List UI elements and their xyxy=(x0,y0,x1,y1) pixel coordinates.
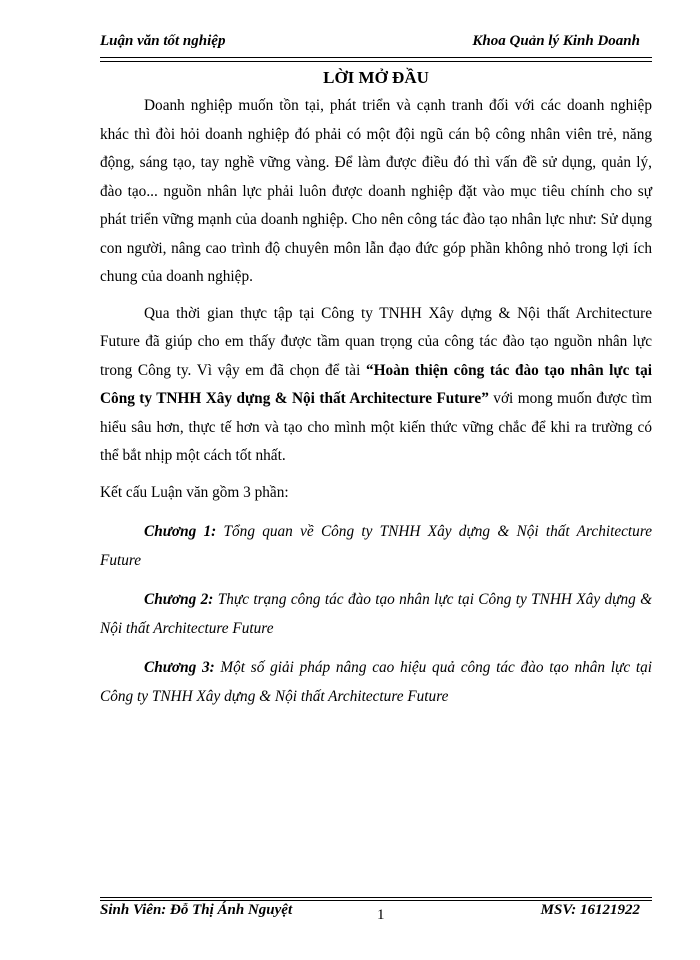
header-rule-thin xyxy=(100,57,652,58)
chapter-2-label: Chương 2: xyxy=(144,591,214,608)
header-thesis-label: Luận văn tốt nghiệp xyxy=(100,33,226,49)
chapter-1-label: Chương 1: xyxy=(144,523,217,540)
chapter-2-title: Thực trạng công tác đào tạo nhân lực tại Công ty TNHH Xây dựng & Nội thất Architecture Future xyxy=(100,591,652,637)
chapter-3 xyxy=(100,654,652,711)
paragraph-intro-2 xyxy=(100,300,652,471)
header-faculty-label: Khoa Quản lý Kinh Doanh xyxy=(472,33,640,49)
footer-rule-thick xyxy=(100,897,652,898)
paragraph-intro-1: Doanh nghiệp muốn tồn tại, phát triển và cạnh tranh đối với các doanh nghiệp khác thì đòi hỏi doanh nghiệp đó phải có một đội ngũ cán bộ công nhân viên trẻ, năng động, sáng tạo, tay nghề vững vàng. Để làm được điều đó thì vấn đề sử dụng, quản lý, đào tạo... nguồn nhân lực phải luôn được doanh nghiệp đặt vào mục tiêu chính cho sự phát triển vững mạnh của doanh nghiệp. Cho nên công tác đào tạo nhân lực như: Sử dụng con người, nâng cao trình độ chuyên môn lẫn đạo đức góp phần không nhỏ trong lợi ích chung của doanh nghiệp. xyxy=(100,97,652,285)
page-title: LỜI MỞ ĐẦU xyxy=(323,68,429,87)
thesis-topic-title: “Hoàn thiện công tác đào tạo nhân lực tại Công ty TNHH Xây dựng & Nội thất Architecture Future” xyxy=(100,361,652,407)
chapter-1 xyxy=(100,518,652,575)
chapter-2 xyxy=(100,586,652,643)
paragraph-2-start: Qua thời gian thực tập tại Công ty TNHH Xây dựng & Nội thất Architecture Future đã giúp cho em thấy được tầm quan trọng của công tác đào tạo nguồn nhân lực trong Công ty. Vì vậy em đã chọn để tài xyxy=(100,304,652,379)
chapter-1-title: Tổng quan về Công ty TNHH Xây dựng & Nội thất Architecture Future xyxy=(100,523,652,569)
header-rule-thick xyxy=(100,61,652,62)
footer-rule-thin xyxy=(100,900,652,901)
document-body xyxy=(100,64,652,711)
footer-student-name: Sinh Viên: Đỗ Thị Ánh Nguyệt xyxy=(100,902,293,918)
page-header xyxy=(100,33,640,50)
structure-intro: Kết cấu Luận văn gồm 3 phần: xyxy=(100,483,289,501)
paragraph-2-end: với mong muốn được tìm hiểu sâu hơn, thực tế hơn và tạo cho mình một kiến thức vững chắc để khi ra trường có thể bắt nhịp một cách tốt nhất. xyxy=(100,390,652,464)
chapter-3-label: Chương 3: xyxy=(144,659,215,676)
page-number: 1 xyxy=(377,907,385,923)
chapter-3-title: Một số giải pháp nâng cao hiệu quả công tác đào tạo nhân lực tại Công ty TNHH Xây dựng & Nội thất Architecture Future xyxy=(100,659,653,705)
footer-student-id: MSV: 16121922 xyxy=(540,902,640,918)
